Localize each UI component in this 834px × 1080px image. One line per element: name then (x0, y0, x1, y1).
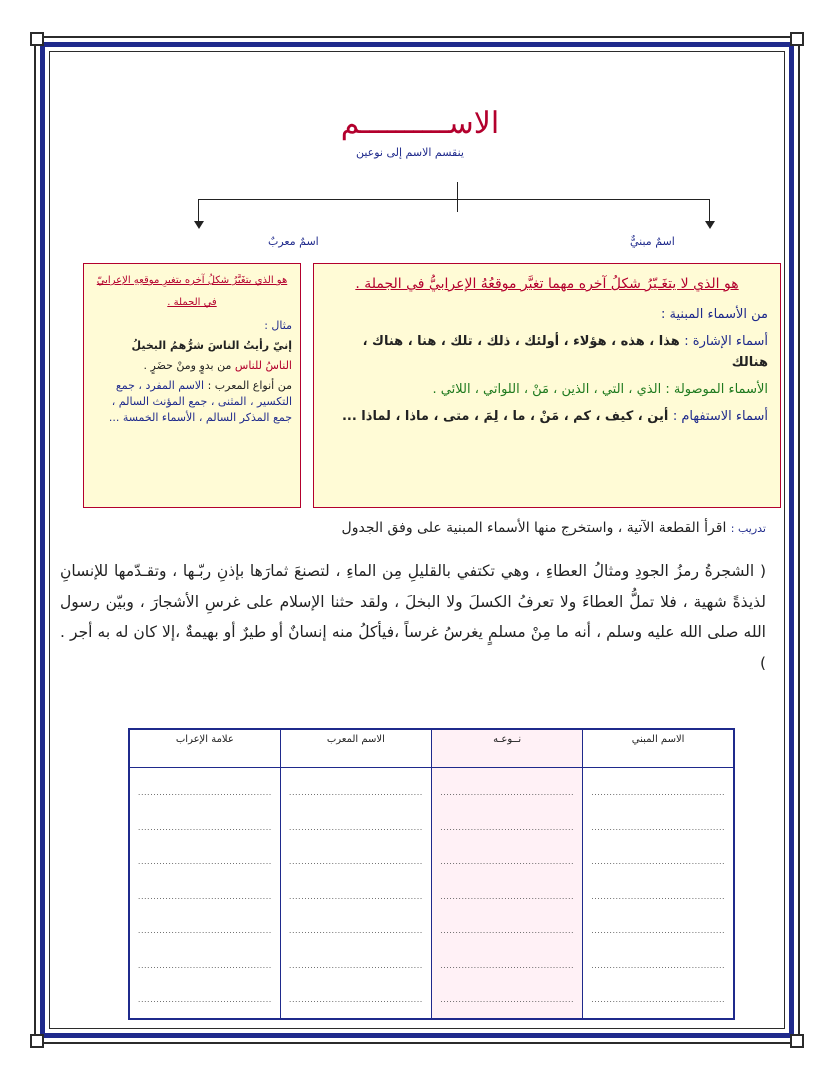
branch-label-indeclinable: اسمٌ مبنيٌّ (630, 235, 675, 248)
declinable-definition: هو الذي يتغَيَّرُ شكلُ آخره بتغيرِ موقعِهِ الإعرابيّ في الجملة . (96, 275, 288, 308)
indeclinable-noun-box (313, 263, 781, 508)
declinable-types-label: من أنواع المعرب : (207, 379, 292, 392)
frame-corner-ornament (790, 1034, 804, 1048)
page-subtitle: ينقسم الاسم إلى نوعين (355, 146, 464, 159)
example-line-1: إنيّ رأيتُ الناسَ شرُّهمُ البخيلُ (131, 339, 292, 352)
table-header-type: نــوعـه (432, 729, 583, 768)
frame-corner-ornament (790, 32, 804, 46)
interrogatives-line (326, 406, 768, 427)
relatives-line (326, 379, 768, 400)
page-title: الاســــــــــم (340, 106, 500, 141)
frame-corner-ornament (30, 32, 44, 46)
example-line-2-highlight: الناسُ للناس (234, 359, 292, 372)
answer-column-type[interactable] (432, 768, 583, 1019)
interrogatives-label: أسماء الاستفهام : (672, 409, 768, 424)
tree-branch-right (709, 199, 710, 221)
frame-corner-ornament (30, 1034, 44, 1048)
arrow-down-icon (194, 221, 204, 229)
relatives-label: الأسماء الموصولة : (665, 382, 768, 397)
table-header-indeclinable: الاسم المبني (583, 729, 734, 768)
declinable-types-list: الاسم المفرد ، جمع التكسير ، المثنى ، جمع المؤنث السالم ، جمع المذكر السالم ، الأسماء الخمسة ... (108, 379, 292, 424)
table-header-case-marker: علامة الإعراب (129, 729, 280, 768)
exercise-label: تدريب : (730, 522, 766, 535)
indeclinable-heading: من الأسماء المبنية : (661, 307, 768, 322)
answer-blanks: ............................................ ............................................ ............................................ ............................................ ............................................ ............................................ ............................................ (591, 788, 726, 1004)
indeclinable-definition: هو الذي لا يتغَـيّرُ شكلُ آخره مهما تغيَّر موقعُهُ الإعرابيُّ في الجملة . (355, 276, 739, 292)
exercise-instruction (60, 520, 766, 536)
tree-stem (457, 182, 458, 212)
tree-crossbar (198, 199, 710, 200)
example-label: مثال : (264, 319, 292, 332)
answer-blanks: ............................................ ............................................ ............................................ ............................................ ............................................ ............................................ ............................................ (288, 788, 423, 1004)
exercise-passage: ( الشجرةُ رمزُ الجودِ ومثالُ العطاءِ ، وهي تكتفي بالقليلِ مِن الماءِ ، لتصنعَ ثمارَها بإذنِ ربّـها ، وتقـدّمها للإنسانِ لذيذةً شهية ، فلا تملُّ العطاءَ ولا تعرفُ الكسلَ ولا البخلَ ، ولقد حثنا الإسلام على غرسِ الأشجارَ ، وبيّن رسول الله صلى الله عليه وسلم ، أنه ما مِنْ مسلمٍ يغرسُ غرساً ،فيأكلُ منه إنسانٌ أو طيرٌ أو بهيمةٌ ،إلا كان له به أجر . ) (60, 562, 766, 672)
answer-table (128, 728, 735, 1020)
relatives-list: الذي ، التي ، الذين ، مَنْ ، اللواتي ، اللائي . (432, 382, 666, 397)
demonstratives-line (326, 331, 768, 373)
table-header-declinable: الاسم المعرب (280, 729, 431, 768)
answer-column-indeclinable[interactable] (583, 768, 734, 1019)
branch-label-declinable: اسمٌ معربٌ (268, 235, 319, 248)
example-line-2-rest: من بدوٍ ومنْ حضَرٍ . (143, 359, 235, 372)
declinable-noun-box (83, 263, 301, 508)
answer-column-declinable[interactable] (280, 768, 431, 1019)
demonstratives-list: هذا ، هذه ، هؤلاء ، أولئك ، ذلك ، تلك ، هنا ، هناك ، هنالك (362, 334, 768, 370)
tree-branch-left (198, 199, 199, 221)
declinable-types (92, 378, 292, 426)
exercise-text: اقرأ القطعة الآتية ، واستخرج منها الأسماء المبنية على وفق الجدول (341, 520, 731, 536)
example-line-2 (92, 358, 292, 374)
interrogatives-list: أين ، كيف ، كم ، مَنْ ، ما ، لِمَ ، متى ، ماذا ، لماذا ... (341, 409, 673, 424)
arrow-down-icon (705, 221, 715, 229)
answer-blanks: ............................................ ............................................ ............................................ ............................................ ............................................ ............................................ ............................................ (440, 788, 575, 1004)
demonstratives-label: أسماء الإشارة : (684, 334, 768, 349)
answer-column-case-marker[interactable] (129, 768, 280, 1019)
answer-blanks: ............................................ ............................................ ............................................ ............................................ ............................................ ............................................ ............................................ (137, 788, 272, 1004)
